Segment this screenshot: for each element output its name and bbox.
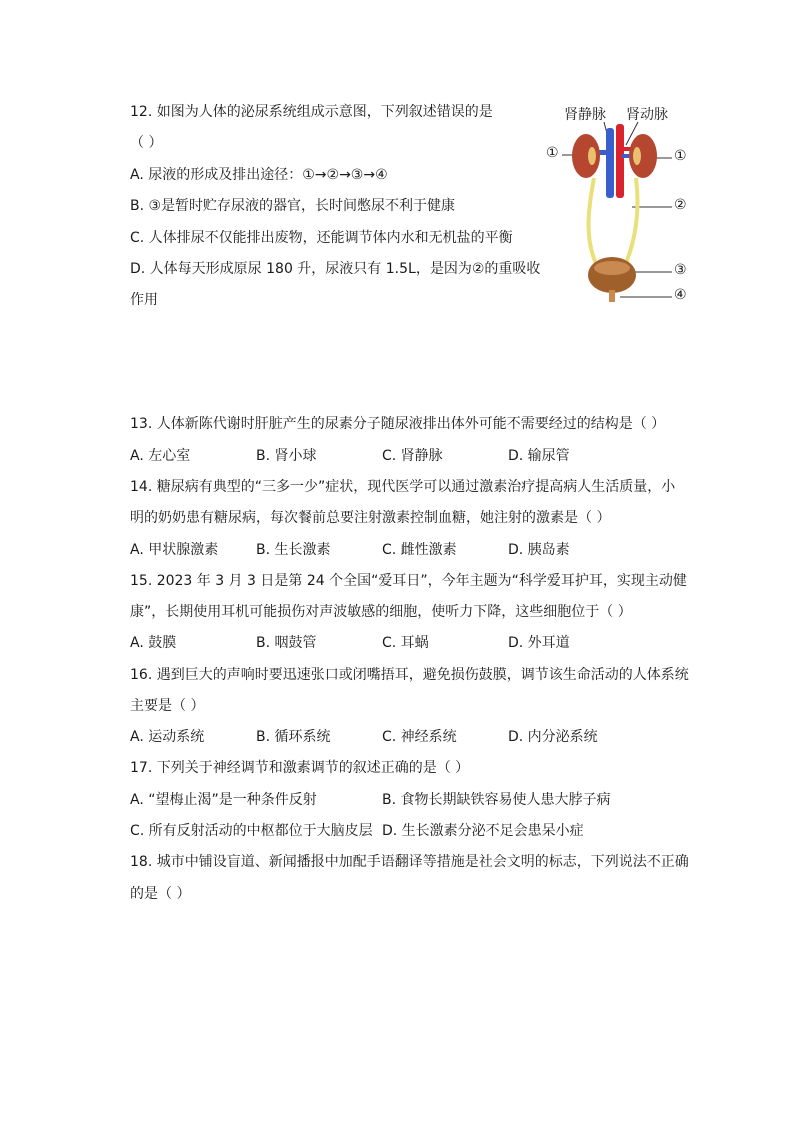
q16-option-b: B. 循环系统	[256, 729, 331, 745]
q14-stem-line2: 明的奶奶患有糖尿病，每次餐前总要注射激素控制血糖，她注射的激素是（ ）	[130, 510, 611, 526]
q13-option-d: D. 输尿管	[508, 448, 570, 464]
left-ureter	[589, 178, 599, 268]
label-renal-vein: 肾静脉	[564, 107, 606, 123]
q12-option-b: B. ③是暂时贮存尿液的器官，长时间憋尿不利于健康	[130, 198, 456, 214]
aorta	[616, 124, 624, 198]
q17-stem: 17. 下列关于神经调节和激素调节的叙述正确的是（ ）	[130, 760, 470, 776]
q12-stem-line1: 12. 如图为人体的泌尿系统组成示意图，下列叙述错误的是	[130, 104, 493, 120]
q15-option-b: B. 咽鼓管	[256, 635, 317, 651]
vena-cava	[606, 128, 614, 198]
q18-stem-line2: 的是（ ）	[130, 886, 191, 902]
q12-option-c: C. 人体排尿不仅能排出废物，还能调节体内水和无机盐的平衡	[130, 230, 513, 246]
q15-option-a: A. 鼓膜	[130, 635, 177, 651]
right-ureter	[624, 178, 638, 268]
q16-stem-line1: 16. 遇到巨大的声响时要迅速张口或闭嘴捂耳，避免损伤鼓膜，调节该生命活动的人体系统	[130, 667, 689, 683]
q15-option-c: C. 耳蜗	[382, 635, 429, 651]
q14-option-b: B. 生长激素	[256, 542, 331, 558]
q17-option-b: B. 食物长期缺铁容易使人患大脖子病	[382, 792, 611, 808]
q18-stem-line1: 18. 城市中铺设盲道、新闻播报中加配手语翻译等措施是社会文明的标志，下列说法不正确	[130, 854, 689, 870]
q15-stem-line2: 康”，长期使用耳机可能损伤对声波敏感的细胞，使听力下降，这些细胞位于（ ）	[130, 604, 632, 620]
q14-stem-line1: 14. 糖尿病有典型的“三多一少”症状，现代医学可以通过激素治疗提高病人生活质量，小	[130, 479, 676, 495]
q13-option-b: B. 肾小球	[256, 448, 317, 464]
q16-option-d: D. 内分泌系统	[508, 729, 598, 745]
q16-stem-line2: 主要是（ ）	[130, 698, 205, 714]
q15-option-d: D. 外耳道	[508, 635, 570, 651]
q17-option-a: A. “望梅止渴”是一种条件反射	[130, 792, 317, 808]
label-2: ②	[674, 197, 687, 213]
q14-option-c: C. 雌性激素	[382, 542, 457, 558]
urinary-system-figure	[540, 100, 710, 310]
q14-option-a: A. 甲状腺激素	[130, 542, 219, 558]
q12-option-a: A. 尿液的形成及排出途径：①→②→③→④	[130, 167, 388, 183]
label-renal-artery: 肾动脉	[626, 107, 668, 123]
q13-option-a: A. 左心室	[130, 448, 191, 464]
q17-option-c: C. 所有反射活动的中枢都位于大脑皮层	[130, 823, 373, 839]
label-3: ③	[674, 262, 687, 278]
q17-option-d: D. 生长激素分泌不足会患呆小症	[382, 823, 584, 839]
q14-option-d: D. 胰岛素	[508, 542, 570, 558]
q12-stem-line2: （ ）	[130, 135, 163, 151]
q12-option-d-line1: D. 人体每天形成原尿 180 升，尿液只有 1.5L，是因为②的重吸收	[130, 261, 541, 277]
label-4: ④	[674, 287, 687, 303]
q12-option-d-line2: 作用	[130, 292, 158, 308]
urethra	[609, 290, 615, 302]
label-1-right: ①	[674, 148, 687, 164]
q16-option-a: A. 运动系统	[130, 729, 205, 745]
q15-stem-line1: 15. 2023 年 3 月 3 日是第 24 个全国“爱耳日”，今年主题为“科学爱耳护耳，实现主动健	[130, 573, 687, 589]
q13-option-c: C. 肾静脉	[382, 448, 443, 464]
q13-stem: 13. 人体新陈代谢时肝脏产生的尿素分子随尿液排出体外可能不需要经过的结构是（ ）	[130, 416, 666, 432]
q16-option-c: C. 神经系统	[382, 729, 457, 745]
label-1-left: ①	[546, 145, 559, 161]
